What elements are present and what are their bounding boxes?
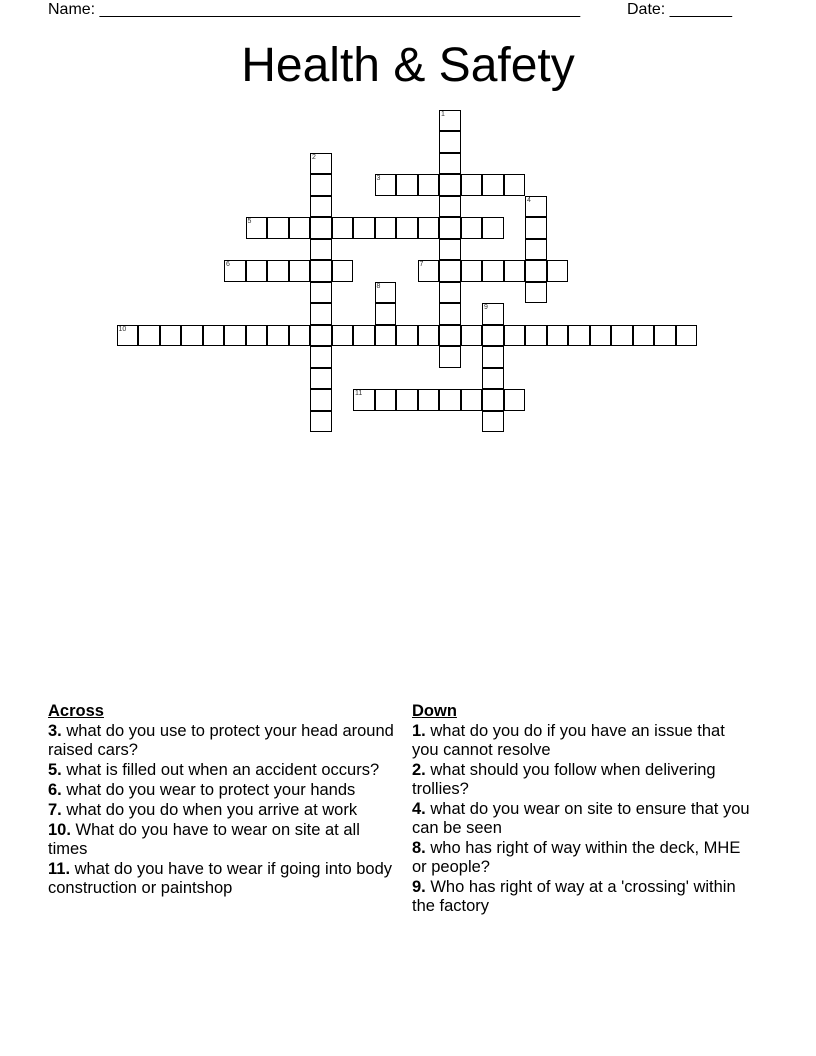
cell-number: 9 (484, 304, 488, 311)
grid-cell[interactable] (439, 153, 461, 175)
grid-cell[interactable] (310, 153, 332, 175)
grid-cell[interactable] (310, 389, 332, 411)
grid-cell[interactable] (504, 389, 526, 411)
grid-cell[interactable] (310, 196, 332, 218)
clue-text: What do you have to wear on site at all times (48, 821, 360, 858)
grid-cell[interactable] (439, 131, 461, 153)
clue-down (412, 839, 752, 877)
clue-text: who has right of way within the deck, MHE or people? (412, 839, 741, 876)
grid-cell[interactable] (375, 174, 397, 196)
grid-cell[interactable] (482, 174, 504, 196)
grid-cell[interactable] (676, 325, 698, 347)
grid-cell[interactable] (246, 260, 268, 282)
grid-cell[interactable] (310, 239, 332, 261)
clue-number: 7. (48, 801, 62, 819)
grid-cell[interactable] (525, 282, 547, 304)
cell-number: 8 (376, 282, 381, 290)
grid-cell[interactable] (461, 174, 483, 196)
grid-cell[interactable] (310, 174, 332, 196)
grid-cell[interactable] (439, 346, 461, 368)
clue-number: 8. (412, 839, 426, 857)
grid-cell[interactable] (353, 389, 375, 411)
grid-cell[interactable] (310, 217, 332, 239)
cell-number: 1 (441, 110, 445, 118)
grid-cell[interactable] (418, 260, 440, 282)
clue-number: 5. (48, 761, 62, 779)
clue-text: what do you have to wear if going into body construction or paintshop (48, 860, 393, 897)
grid-cell[interactable] (310, 325, 332, 347)
clue-across (48, 821, 398, 859)
grid-cell[interactable] (310, 303, 332, 325)
grid-cell[interactable] (439, 260, 461, 282)
grid-cell[interactable] (439, 239, 461, 261)
clue-number: 1. (412, 722, 426, 740)
grid-cell[interactable] (504, 260, 526, 282)
clue-number: 6. (48, 781, 62, 799)
clue-text: what do you do when you arrive at work (66, 801, 358, 819)
grid-cell[interactable] (482, 217, 504, 239)
cell-number: 4 (527, 196, 531, 204)
grid-cell[interactable] (396, 325, 418, 347)
grid-cell[interactable] (461, 217, 483, 239)
clue-across (48, 781, 398, 800)
cell-number: 7 (419, 261, 424, 268)
name-field[interactable]: Name: ______________________________________________________ (48, 1, 581, 18)
grid-cell[interactable] (504, 325, 526, 347)
grid-cell[interactable] (289, 260, 311, 282)
grid-cell[interactable] (224, 325, 246, 347)
grid-cell[interactable] (375, 282, 397, 304)
grid-cell[interactable] (611, 325, 633, 347)
clue-across (48, 722, 398, 760)
grid-cell[interactable] (396, 389, 418, 411)
grid-cell[interactable] (181, 325, 203, 347)
grid-cell[interactable] (439, 303, 461, 325)
clue-text: what do you wear to protect your hands (66, 781, 356, 799)
clue-across (48, 761, 398, 780)
down-heading: Down (412, 702, 457, 720)
clue-down (412, 800, 752, 838)
grid-cell[interactable] (203, 325, 225, 347)
grid-cell[interactable] (310, 260, 332, 282)
cell-number: 3 (376, 175, 381, 182)
grid-cell[interactable] (267, 260, 289, 282)
grid-cell[interactable] (461, 389, 483, 411)
grid-cell[interactable] (525, 239, 547, 261)
grid-cell[interactable] (439, 174, 461, 196)
grid-cell[interactable] (504, 174, 526, 196)
clue-text: Who has right of way at a 'crossing' within the factory (412, 878, 736, 915)
clue-number: 9. (412, 878, 426, 896)
grid-cell[interactable] (482, 303, 504, 325)
grid-cell[interactable] (332, 260, 354, 282)
across-heading: Across (48, 702, 104, 720)
grid-cell[interactable] (568, 325, 590, 347)
clue-down (412, 761, 752, 799)
grid-cell[interactable] (439, 325, 461, 347)
grid-cell[interactable] (246, 217, 268, 239)
grid-cell[interactable] (482, 389, 504, 411)
cell-number: 5 (247, 218, 252, 225)
grid-cell[interactable] (396, 174, 418, 196)
clue-down (412, 722, 752, 760)
grid-cell[interactable] (224, 260, 246, 282)
grid-cell[interactable] (482, 260, 504, 282)
grid-cell[interactable] (310, 282, 332, 304)
grid-cell[interactable] (525, 260, 547, 282)
grid-cell[interactable] (654, 325, 676, 347)
cell-number: 6 (226, 261, 230, 268)
across-clues (48, 702, 398, 899)
grid-cell[interactable] (396, 217, 418, 239)
grid-cell[interactable] (590, 325, 612, 347)
cell-number: 10 (118, 325, 127, 333)
grid-cell[interactable] (439, 217, 461, 239)
grid-cell[interactable] (482, 325, 504, 347)
grid-cell[interactable] (461, 325, 483, 347)
grid-cell[interactable] (353, 325, 375, 347)
clue-text: what do you wear on site to ensure that you can be seen (412, 800, 750, 837)
clue-text: what do you use to protect your head around raised cars? (48, 722, 394, 759)
grid-cell[interactable] (246, 325, 268, 347)
grid-cell[interactable] (353, 217, 375, 239)
cell-number: 2 (312, 153, 316, 161)
grid-cell[interactable] (375, 389, 397, 411)
grid-cell[interactable] (482, 411, 504, 433)
grid-cell[interactable] (439, 196, 461, 218)
grid-cell[interactable] (160, 325, 182, 347)
clue-text: what should you follow when delivering trollies? (412, 761, 716, 798)
clue-text: what is filled out when an accident occurs? (66, 761, 380, 779)
grid-cell[interactable] (117, 325, 139, 347)
grid-cell[interactable] (547, 325, 569, 347)
clue-down (412, 878, 752, 916)
grid-cell[interactable] (332, 217, 354, 239)
clue-across (48, 801, 398, 820)
grid-cell[interactable] (310, 368, 332, 390)
grid-cell[interactable] (267, 325, 289, 347)
cell-number: 11 (355, 390, 363, 397)
clue-number: 2. (412, 761, 426, 779)
grid-cell[interactable] (138, 325, 160, 347)
grid-cell[interactable] (461, 260, 483, 282)
grid-cell[interactable] (439, 282, 461, 304)
grid-cell[interactable] (418, 389, 440, 411)
grid-cell[interactable] (633, 325, 655, 347)
clue-number: 3. (48, 722, 62, 740)
grid-cell[interactable] (525, 325, 547, 347)
grid-cell[interactable] (267, 217, 289, 239)
grid-cell[interactable] (439, 389, 461, 411)
grid-cell[interactable] (289, 217, 311, 239)
grid-cell[interactable] (547, 260, 569, 282)
grid-cell[interactable] (418, 174, 440, 196)
page-title: Health & Safety (241, 39, 575, 92)
clue-number: 4. (412, 800, 426, 818)
clue-text: what do you do if you have an issue that you cannot resolve (412, 722, 725, 759)
clue-across (48, 860, 398, 898)
grid-cell[interactable] (482, 346, 504, 368)
grid-cell[interactable] (375, 217, 397, 239)
grid-cell[interactable] (525, 217, 547, 239)
grid-cell[interactable] (332, 325, 354, 347)
grid-cell[interactable] (439, 110, 461, 132)
grid-cell[interactable] (525, 196, 547, 218)
grid-cell[interactable] (375, 303, 397, 325)
grid-cell[interactable] (482, 368, 504, 390)
grid-cell[interactable] (418, 217, 440, 239)
down-clues (412, 702, 752, 917)
grid-cell[interactable] (418, 325, 440, 347)
grid-cell[interactable] (310, 346, 332, 368)
grid-cell[interactable] (289, 325, 311, 347)
grid-cell[interactable] (375, 325, 397, 347)
grid-cell[interactable] (310, 411, 332, 433)
clue-number: 10. (48, 821, 71, 839)
clue-number: 11. (48, 860, 71, 878)
date-field[interactable]: Date: _______ (627, 1, 732, 18)
